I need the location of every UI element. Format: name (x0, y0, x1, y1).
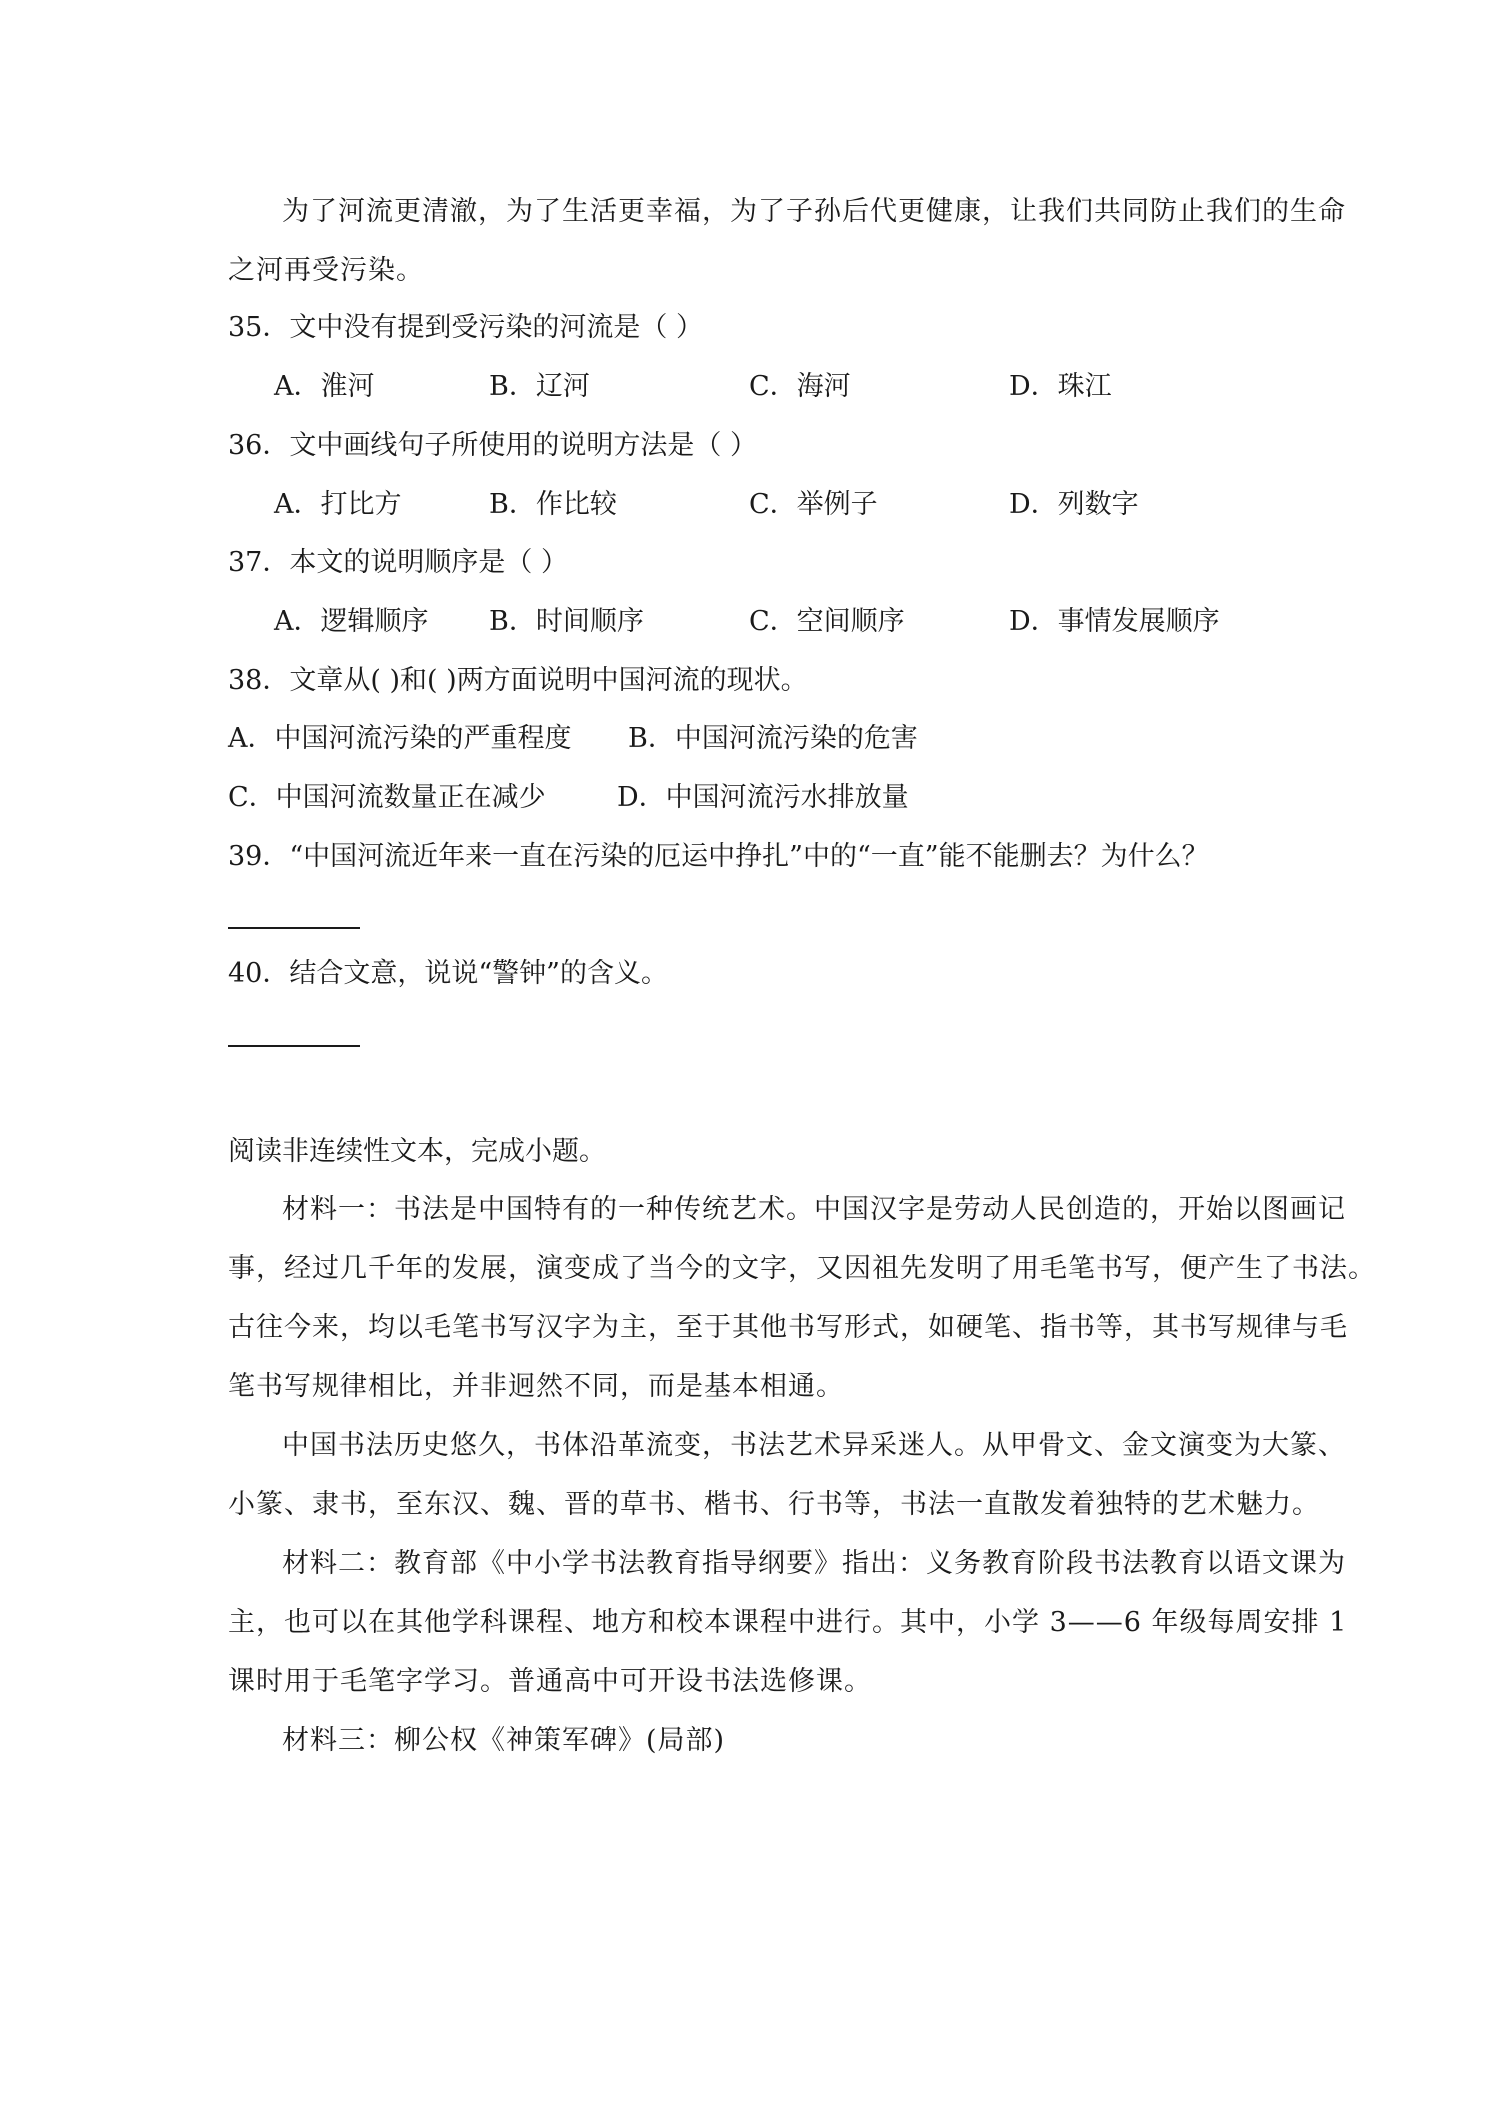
question-40: 40．结合文意，说说“警钟”的含义。 (228, 958, 668, 989)
option-a[interactable]: A．逻辑顺序 (274, 606, 429, 637)
question-39: 39．“中国河流近年来一直在污染的厄运中挣扎”中的“一直”能不能删去？为什么？ (228, 841, 1209, 872)
option-b[interactable]: B．中国河流污染的危害 (628, 723, 918, 754)
material-2-line: 材料二：教育部《中小学书法教育指导纲要》指出：义务教育阶段书法教育以语文课为 (282, 1548, 1346, 1579)
material-3-heading: 材料三：柳公权《神策军碑》(局部) (282, 1725, 726, 1756)
option-c[interactable]: C．中国河流数量正在减少 (228, 782, 546, 813)
option-d[interactable]: D．列数字 (1009, 489, 1139, 520)
section-intro: 阅读非连续性文本，完成小题。 (228, 1136, 606, 1167)
passage-line: 为了河流更清澈，为了生活更幸福，为了子孙后代更健康，让我们共同防止我们的生命 (282, 196, 1346, 227)
material-1-line: 事，经过几千年的发展，演变成了当今的文字，又因祖先发明了用毛笔书写，便产生了书法。 (228, 1253, 1376, 1284)
passage-line: 之河再受污染。 (228, 255, 424, 286)
option-c[interactable]: C．空间顺序 (749, 606, 905, 637)
material-1-line: 笔书写规律相比，并非迥然不同，而是基本相通。 (228, 1371, 844, 1402)
question-35: 35．文中没有提到受污染的河流是（ ） (228, 312, 703, 343)
option-a[interactable]: A．中国河流污染的严重程度 (228, 723, 572, 754)
option-c[interactable]: C．举例子 (749, 489, 878, 520)
option-b[interactable]: B．辽河 (489, 371, 590, 402)
option-d[interactable]: D．中国河流污水排放量 (617, 782, 909, 813)
material-2-line: 主，也可以在其他学科课程、地方和校本课程中进行。其中，小学 3——6 年级每周安排 1 (228, 1607, 1348, 1638)
question-38: 38．文章从( )和( )两方面说明中国河流的现状。 (228, 665, 808, 696)
option-a[interactable]: A．打比方 (274, 489, 402, 520)
option-d[interactable]: D．事情发展顺序 (1009, 606, 1220, 637)
answer-blank[interactable] (228, 1045, 360, 1047)
material-1-line: 材料一：书法是中国特有的一种传统艺术。中国汉字是劳动人民创造的，开始以图画记 (282, 1194, 1346, 1225)
option-b[interactable]: B．时间顺序 (489, 606, 644, 637)
option-d[interactable]: D．珠江 (1009, 371, 1112, 402)
option-c[interactable]: C．海河 (749, 371, 851, 402)
question-37: 37．本文的说明顺序是（ ） (228, 547, 568, 578)
material-1b-line: 小篆、隶书，至东汉、魏、晋的草书、楷书、行书等，书法一直散发着独特的艺术魅力。 (228, 1489, 1320, 1520)
question-36: 36．文中画线句子所使用的说明方法是（ ） (228, 430, 757, 461)
option-a[interactable]: A．淮河 (274, 371, 375, 402)
material-1-line: 古往今来，均以毛笔书写汉字为主，至于其他书写形式，如硬笔、指书等，其书写规律与毛 (228, 1312, 1348, 1343)
option-b[interactable]: B．作比较 (489, 489, 617, 520)
answer-blank[interactable] (228, 927, 360, 929)
material-2-line: 课时用于毛笔字学习。普通高中可开设书法选修课。 (228, 1666, 872, 1697)
material-1b-line: 中国书法历史悠久，书体沿革流变，书法艺术异采迷人。从甲骨文、金文演变为大篆、 (282, 1430, 1346, 1461)
